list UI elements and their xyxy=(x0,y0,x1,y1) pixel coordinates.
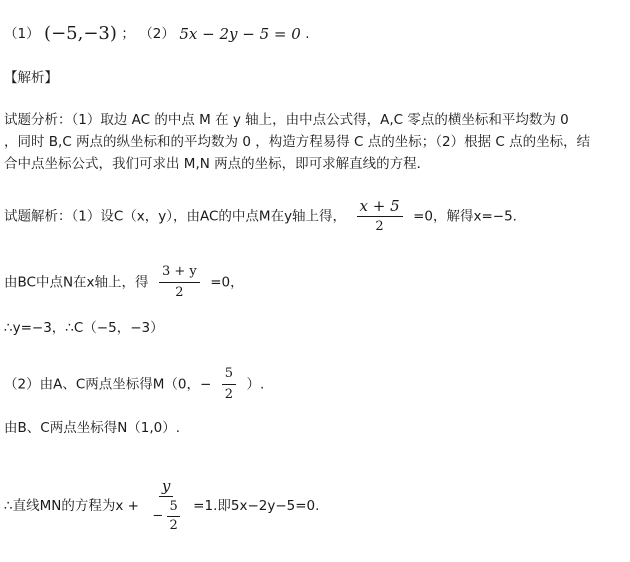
step6-fraction xyxy=(149,478,182,534)
step3-text: ∴y=−3，∴C（−5，−3） xyxy=(4,320,164,336)
answer-end: . xyxy=(305,26,310,42)
step6-text: ∴直线MN的方程为x + xyxy=(4,498,139,514)
analysis-heading: 【解析】 xyxy=(4,70,58,86)
step1-text: 试题解析：（1）设C（x，y），由AC的中点M在y轴上得， xyxy=(4,208,347,225)
step1-suffix: =0，解得x=−5. xyxy=(413,208,517,225)
step2-fraction-denominator: 2 xyxy=(175,285,184,300)
solution-step-6 xyxy=(4,478,319,534)
step1-fraction-numerator: x + 5 xyxy=(357,198,403,217)
step4-fraction xyxy=(222,366,236,403)
analysis-heading-line xyxy=(4,68,58,88)
step1-fraction xyxy=(357,198,403,235)
solution-step-5 xyxy=(4,418,180,438)
solution-step-4 xyxy=(4,366,264,403)
step6-inner-denominator: 2 xyxy=(169,518,178,533)
analysis-line-1 xyxy=(4,110,569,130)
analysis-text-2: ，同时 B,C 两点的纵坐标和的平均数为 0 ，构造方程易得 C 点的坐标；（2）根据 C 点的坐标，结 xyxy=(4,134,591,150)
solution-step-1 xyxy=(4,198,517,235)
step2-text: 由BC中点N在x轴上，得 xyxy=(4,274,149,291)
analysis-text-3: 合中点坐标公式，我们可求出 M,N 两点的坐标，即可求解直线的方程． xyxy=(4,156,431,172)
step2-fraction-numerator: 3 + y xyxy=(159,264,200,283)
step4-fraction-denominator: 2 xyxy=(224,387,234,402)
step4-suffix: ）. xyxy=(246,376,265,393)
step4-fraction-numerator: 5 xyxy=(222,366,236,385)
analysis-text-1: 试题分析：（1）取边 AC 的中点 M 在 y 轴上，由中点公式得，A,C 零点的横坐标和平均数为 0 xyxy=(4,112,569,128)
step6-inner-fraction xyxy=(167,499,179,534)
step1-fraction-denominator: 2 xyxy=(375,219,384,234)
analysis-line-3 xyxy=(4,154,430,174)
answer-part2-label: （2） xyxy=(139,26,175,42)
step2-suffix: =0， xyxy=(210,274,244,291)
solution-step-3 xyxy=(4,318,164,338)
analysis-line-2 xyxy=(4,132,590,152)
solution-step-2 xyxy=(4,264,244,301)
step2-fraction xyxy=(159,264,200,301)
step4-text: （2）由A、C两点坐标得M（0，− xyxy=(4,376,212,393)
step6-fraction-numerator: y xyxy=(159,478,173,497)
answer-part1-value: (−5,−3) xyxy=(44,23,117,44)
step6-minus-sign: − xyxy=(152,508,164,524)
answer-part1-label: （1） xyxy=(4,26,40,42)
answer-part2-value: 5x − 2y − 5 = 0 xyxy=(179,25,301,43)
answer-line xyxy=(4,24,310,44)
step6-suffix: =1.即5x−2y−5=0. xyxy=(193,498,320,514)
step6-inner-numerator: 5 xyxy=(167,499,179,517)
step6-fraction-denominator xyxy=(149,497,182,534)
step5-text: 由B、C两点坐标得N（1,0）. xyxy=(4,420,181,436)
answer-separator: ； xyxy=(121,26,135,42)
